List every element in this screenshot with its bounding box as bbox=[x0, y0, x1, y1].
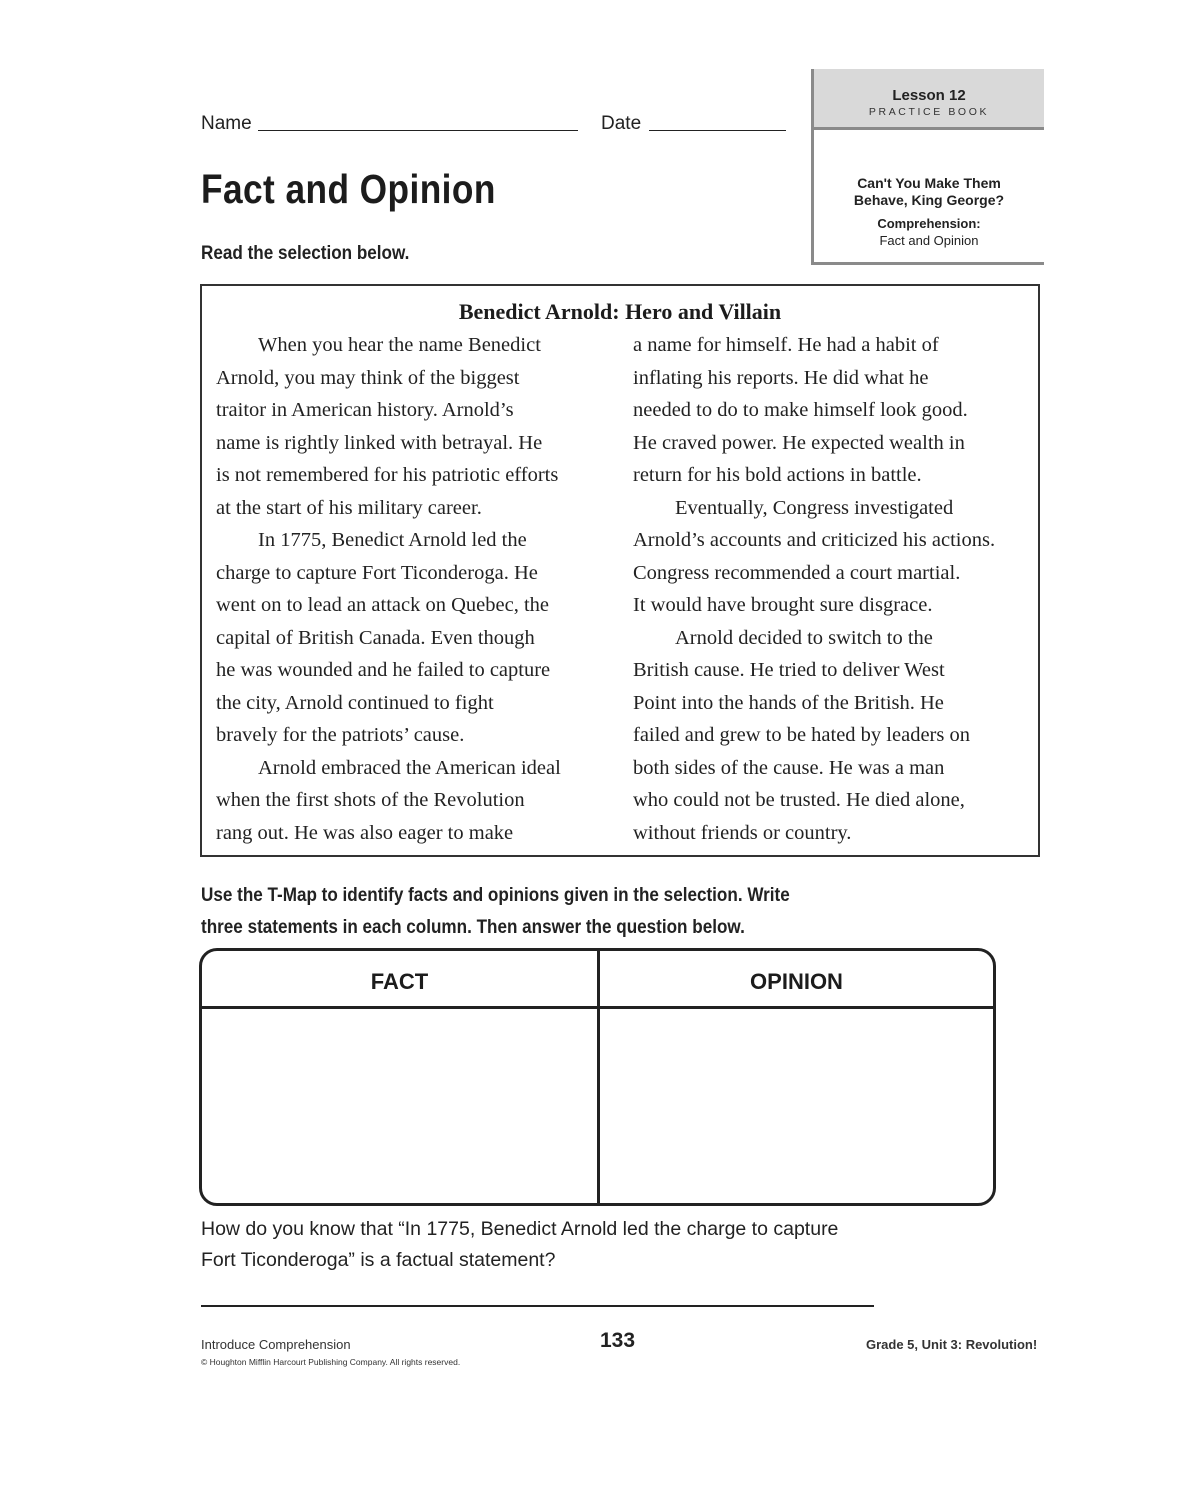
tmap-instruction-line2: three statements in each column. Then answer the question below. bbox=[201, 917, 745, 938]
footer-section-label: Introduce Comprehension bbox=[201, 1337, 351, 1352]
selection-line: went on to lead an attack on Quebec, the bbox=[216, 594, 549, 616]
story-title-line2: Behave, King George? bbox=[853, 192, 1005, 208]
page-number: 133 bbox=[600, 1329, 636, 1352]
lesson-number: Lesson 12 bbox=[892, 87, 966, 104]
opinion-column-header: OPINION bbox=[750, 969, 843, 994]
lesson-header bbox=[814, 69, 1044, 130]
tmap-instruction bbox=[201, 880, 790, 944]
selection-line: It would have brought sure disgrace. bbox=[633, 594, 933, 616]
selection-line: When you hear the name Benedict bbox=[258, 334, 541, 356]
selection-line: inflating his reports. He did what he bbox=[633, 366, 929, 389]
question-line1: How do you know that “In 1775, Benedict Arnold led the charge to capture bbox=[201, 1218, 839, 1240]
selection-right-column bbox=[633, 329, 1033, 849]
selection-line: traitor in American history. Arnold’s bbox=[216, 399, 514, 421]
selection-line: he was wounded and he failed to capture bbox=[216, 659, 551, 681]
selection-line: In 1775, Benedict Arnold led the bbox=[258, 529, 527, 551]
lesson-tab bbox=[811, 69, 1044, 265]
selection-line: both sides of the cause. He was a man bbox=[633, 756, 945, 779]
selection-line: when the first shots of the Revolution bbox=[216, 789, 525, 811]
selection-line: the city, Arnold continued to fight bbox=[216, 691, 494, 714]
selection-line: at the start of his military career. bbox=[216, 496, 482, 519]
selection-line: capital of British Canada. Even though bbox=[216, 626, 535, 649]
t-map bbox=[199, 948, 996, 1206]
selection-line: Arnold embraced the American ideal bbox=[258, 756, 561, 779]
practice-book-label: PRACTICE BOOK bbox=[868, 106, 990, 118]
selection-line: failed and grew to be hated by leaders on bbox=[633, 724, 970, 746]
selection-line: Congress recommended a court martial. bbox=[633, 561, 961, 584]
name-label: Name bbox=[201, 113, 252, 134]
skill-name: Fact and Opinion bbox=[879, 233, 979, 248]
selection-line: British cause. He tried to deliver West bbox=[633, 659, 945, 681]
date-field[interactable] bbox=[649, 110, 786, 131]
selection-line: Point into the hands of the British. He bbox=[633, 691, 944, 714]
selection-line: bravely for the patriots’ cause. bbox=[216, 724, 465, 746]
selection-line: Arnold, you may think of the biggest bbox=[216, 366, 520, 389]
selection-line: name is rightly linked with betrayal. He bbox=[216, 431, 543, 454]
story-title-line1: Can't You Make Them bbox=[857, 175, 1001, 191]
selection-line: return for his bold actions in battle. bbox=[633, 464, 922, 486]
footer-grade-unit: Grade 5, Unit 3: Revolution! bbox=[866, 1337, 1038, 1352]
selection-line: Arnold’s accounts and criticized his actions. bbox=[633, 529, 996, 551]
opinion-answer-area[interactable] bbox=[600, 1009, 993, 1203]
selection-left-column bbox=[216, 329, 616, 849]
selection-line: Eventually, Congress investigated bbox=[675, 496, 954, 519]
selection-line: charge to capture Fort Ticonderoga. He bbox=[216, 561, 538, 584]
name-field[interactable] bbox=[258, 110, 578, 131]
question-line2: Fort Ticonderoga” is a factual statement? bbox=[201, 1249, 556, 1271]
skill-info bbox=[814, 215, 1044, 249]
read-instruction: Read the selection below. bbox=[201, 243, 410, 264]
answer-line[interactable] bbox=[201, 1305, 874, 1307]
footer-copyright: © Houghton Mifflin Harcourt Publishing Company. All rights reserved. bbox=[201, 1357, 461, 1367]
fact-answer-area[interactable] bbox=[202, 1009, 597, 1203]
fact-column-header: FACT bbox=[370, 969, 429, 994]
tmap-instruction-line1: Use the T-Map to identify facts and opinions given in the selection. Write bbox=[201, 885, 790, 906]
selection-line: Arnold decided to switch to the bbox=[675, 626, 933, 649]
selection-line: without friends or country. bbox=[633, 821, 852, 844]
skill-label: Comprehension: bbox=[877, 216, 981, 231]
question bbox=[201, 1214, 838, 1276]
selection-line: rang out. He was also eager to make bbox=[216, 821, 514, 844]
selection-title: Benedict Arnold: Hero and Villain bbox=[458, 299, 782, 324]
selection-line: a name for himself. He had a habit of bbox=[633, 334, 939, 356]
page-title: Fact and Opinion bbox=[201, 166, 496, 212]
selection-line: who could not be trusted. He died alone, bbox=[633, 789, 965, 811]
selection-line: He craved power. He expected wealth in bbox=[633, 431, 965, 454]
date-label: Date bbox=[601, 113, 642, 134]
reading-selection bbox=[200, 284, 1040, 857]
story-title bbox=[814, 175, 1044, 209]
selection-line: needed to do to make himself look good. bbox=[633, 399, 968, 421]
selection-line: is not remembered for his patriotic efforts bbox=[216, 464, 559, 486]
